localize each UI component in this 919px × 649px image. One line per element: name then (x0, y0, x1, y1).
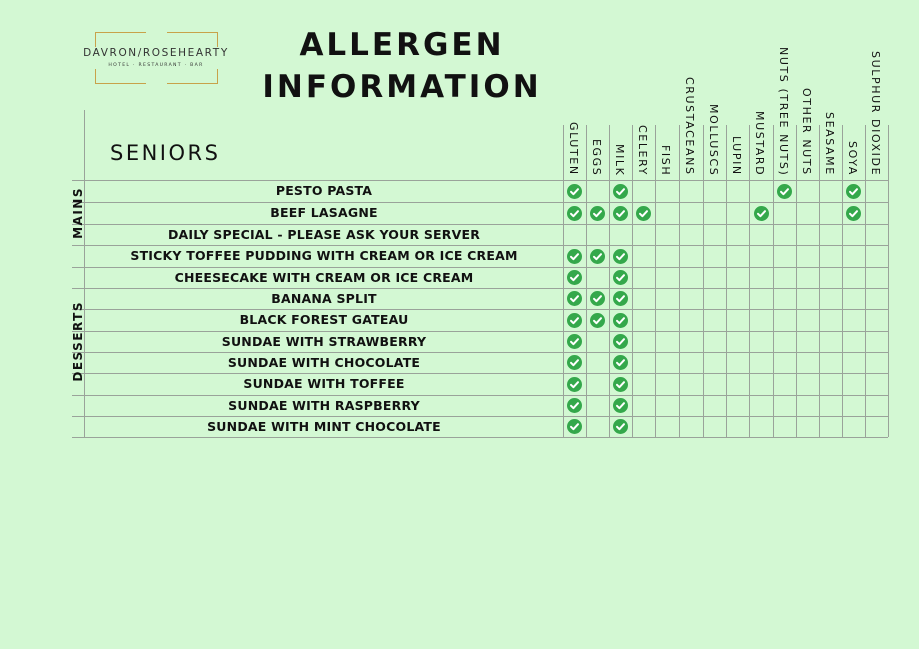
check-icon (846, 206, 861, 221)
dish-name: STICKY TOFFEE PUDDING WITH CREAM OR ICE CREAM (130, 248, 518, 263)
allergen-header-label: GLUTEN (567, 122, 580, 176)
allergen-header-label: FISH (659, 144, 672, 176)
check-icon (613, 377, 628, 392)
dish-name: BLACK FOREST GATEAU (239, 312, 409, 327)
check-icon (846, 184, 861, 199)
group-label-text: DESSERTS (71, 300, 85, 382)
column-divider (632, 125, 633, 437)
check-icon (613, 184, 628, 199)
dish-name: BANANA SPLIT (271, 291, 377, 306)
column-divider (655, 125, 656, 437)
brand-name: DAVRON/ROSEHEARTY (83, 47, 229, 59)
dish-name: SUNDAE WITH TOFFEE (243, 376, 405, 391)
dish-name: SUNDAE WITH MINT CHOCOLATE (207, 419, 441, 434)
check-icon (567, 398, 582, 413)
check-icon (590, 313, 605, 328)
check-icon (613, 398, 628, 413)
page-title: ALLERGEN INFORMATION (262, 27, 542, 105)
section-title: SENIORS (110, 141, 221, 165)
allergen-header-label: CELERY (636, 125, 649, 176)
dish-name: PESTO PASTA (275, 183, 373, 198)
dish-name: SUNDAE WITH STRAWBERRY (221, 334, 427, 349)
check-icon (567, 313, 582, 328)
table-rule (72, 437, 888, 438)
column-divider (865, 125, 866, 437)
dish-name: SUNDAE WITH CHOCOLATE (227, 355, 421, 370)
dish-name: SUNDAE WITH RASPBERRY (228, 398, 420, 413)
allergen-header-label: NUTS (TREE NUTS) (777, 46, 790, 176)
check-icon (613, 249, 628, 264)
check-icon (636, 206, 651, 221)
check-icon (567, 184, 582, 199)
group-label-text: MAINS (71, 186, 85, 239)
allergen-header-label: MOLLUSCS (707, 103, 720, 176)
column-divider (842, 125, 843, 437)
check-icon (613, 334, 628, 349)
column-divider (749, 125, 750, 437)
allergen-header-label: LUPIN (730, 136, 743, 176)
check-icon (590, 249, 605, 264)
check-icon (567, 206, 582, 221)
column-divider (796, 125, 797, 437)
allergen-header-label: CRUSTACEANS (683, 77, 696, 176)
allergen-header-label: EGGS (590, 138, 603, 176)
check-icon (754, 206, 769, 221)
allergen-header-label: SULPHUR DIOXIDE (869, 50, 882, 176)
column-divider (888, 125, 889, 437)
check-icon (567, 355, 582, 370)
check-icon (590, 291, 605, 306)
check-icon (567, 334, 582, 349)
column-divider (726, 125, 727, 437)
dish-name: DAILY SPECIAL - PLEASE ASK YOUR SERVER (167, 227, 481, 242)
check-icon (613, 206, 628, 221)
allergen-header-label: OTHER NUTS (800, 88, 813, 176)
check-icon (613, 291, 628, 306)
column-divider (609, 125, 610, 437)
column-divider (773, 125, 774, 437)
check-icon (613, 355, 628, 370)
brand-logo (72, 30, 240, 86)
check-icon (567, 249, 582, 264)
check-icon (777, 184, 792, 199)
allergen-header-label: SEASAME (823, 112, 836, 176)
column-divider (679, 125, 680, 437)
check-icon (567, 419, 582, 434)
dish-name: CHEESECAKE WITH CREAM OR ICE CREAM (174, 270, 474, 285)
check-icon (613, 419, 628, 434)
check-icon (567, 377, 582, 392)
check-icon (567, 270, 582, 285)
column-divider (586, 125, 587, 437)
allergen-header-label: MUSTARD (753, 110, 766, 176)
allergen-header-label: MILK (613, 143, 626, 176)
dish-name: BEEF LASAGNE (270, 205, 378, 220)
check-icon (590, 206, 605, 221)
check-icon (613, 313, 628, 328)
check-icon (567, 291, 582, 306)
column-divider (703, 125, 704, 437)
check-icon (613, 270, 628, 285)
brand-tagline: HOTEL · RESTAURANT · BAR (108, 63, 204, 68)
column-divider (819, 125, 820, 437)
allergen-header-label: SOYA (846, 141, 859, 176)
